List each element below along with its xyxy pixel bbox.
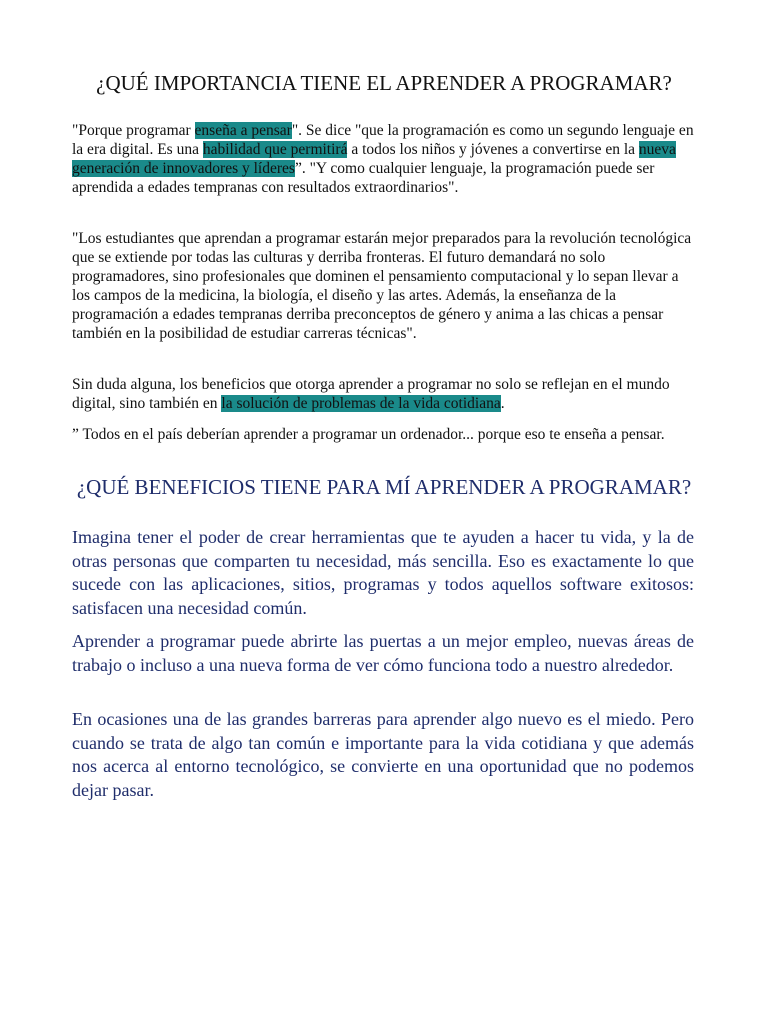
paragraph-imagina: Imagina tener el poder de crear herramientas que te ayuden a hacer tu vida, y la de otras personas que comparten tu necesidad, más sencilla. Eso es exactamente lo que sucede con las aplicaciones, sitios, programas y todos aquellos software exitosos: satisfacen una necesidad común. [72, 527, 694, 618]
highlight-nueva-generacion: nueva generación de innovadores y líderes [72, 141, 676, 177]
highlight-habilidad: habilidad que permitirá [202, 141, 348, 158]
text-span: "Porque programar [72, 122, 195, 139]
highlight-solucion-problemas: la solución de problemas de la vida cotidiana [221, 395, 501, 412]
paragraph-sin-duda [72, 375, 696, 413]
highlight-ensena-a-pensar: enseña a pensar [194, 122, 292, 139]
paragraph-todos-en-el-pais: ” Todos en el país deberían aprender a programar un ordenador... porque eso te enseña a pensar. [72, 426, 665, 443]
text-span: Sin duda alguna, los beneficios que otorga aprender a programar no solo se reflejan en el mundo digital, sino también en [72, 376, 670, 412]
paragraph-porque-programar [72, 121, 696, 197]
text-span: ". Se dice "que la programación es como un segundo lenguaje en la era digital. Es una [72, 122, 694, 158]
paragraph-aprender-a-programar: Aprender a programar puede abrirte las puertas a un mejor empleo, nuevas áreas de trabajo o incluso a una nueva forma de ver cómo funciona todo a nuestro alrededor. [72, 631, 694, 675]
text-span: . [500, 395, 505, 412]
heading-beneficios: ¿QUÉ BENEFICIOS TIENE PARA MÍ APRENDER A PROGRAMAR? [76, 475, 692, 499]
heading-importancia: ¿QUÉ IMPORTANCIA TIENE EL APRENDER A PROGRAMAR? [96, 71, 672, 95]
text-span: ”. "Y como cualquier lenguaje, la programación puede ser aprendida a edades tempranas con resultados extraordinarios". [72, 160, 655, 196]
text-span: a todos los niños y jóvenes a convertirse en la [347, 141, 639, 158]
paragraph-estudiantes: "Los estudiantes que aprendan a programar estarán mejor preparados para la revolución tecnológica que se extiende por todas las culturas y derriba fronteras. El futuro demandará no solo programadores, sino profesionales que dominen el pensamiento computacional y lo sepan llevar a los campos de la medicina, la biología, el diseño y las artes. Además, la enseñanza de la programación a edades tempranas derriba preconceptos de género y anima a las chicas a pensar también en la posibilidad de estudiar carreras técnicas". [72, 230, 692, 342]
paragraph-en-ocasiones: En ocasiones una de las grandes barreras para aprender algo nuevo es el miedo. Pero cuando se trata de algo tan común e importante para la vida cotidiana y que además nos acerca al entorno tecnológico, se convierte en una oportunidad que no podemos dejar pasar. [72, 709, 694, 800]
